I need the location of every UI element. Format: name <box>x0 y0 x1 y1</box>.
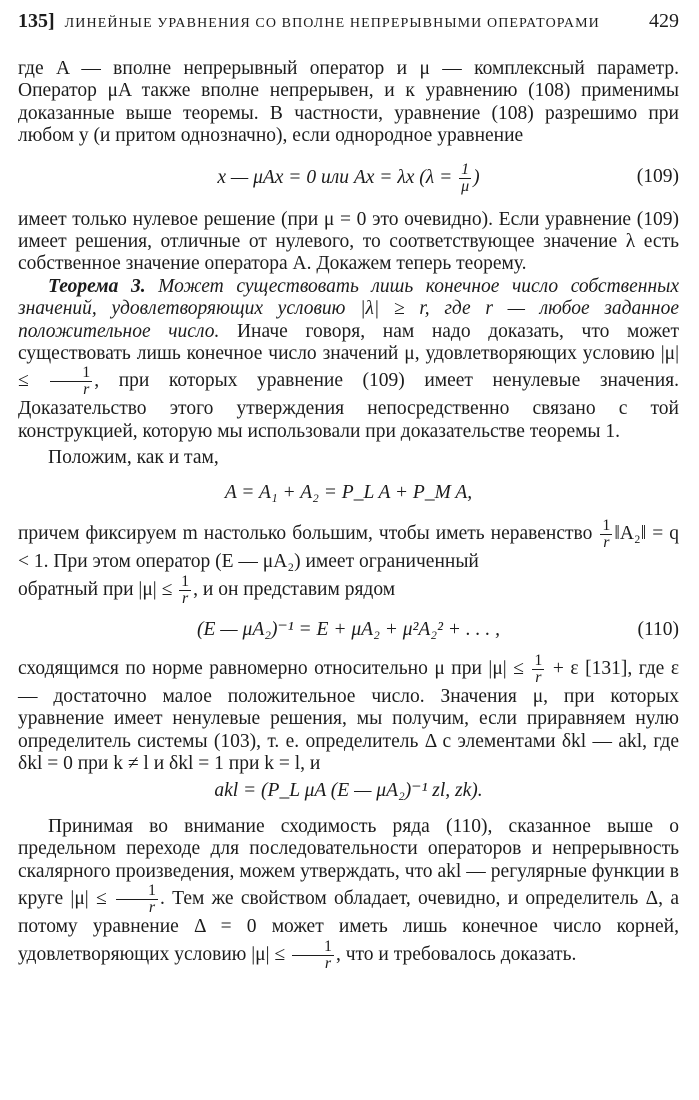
running-title: ЛИНЕЙНЫЕ УРАВНЕНИЯ СО ВПОЛНЕ НЕПРЕРЫВНЫМИ ОПЕРАТОРАМИ <box>64 16 600 31</box>
equation-109: x — μAx = 0 или Ax = λx (λ = $\frac{1}{\mu}$ ) (109) <box>217 160 679 195</box>
theorem-3: Теорема 3. Может существовать лишь конечное число собственных значений, удовлетворяющих условию |λ| ≥ r, где r — любое заданное положительное число. Иначе говоря, нам надо доказать, что может существовать лишь конечное число значений μ, удовлетворяющих условию |μ| ≤ $\frac{1}{r}$ , при которых уравнение (109) имеет ненулевые значения. Доказательство этого утверждения непосредственно связано с той конструкцией, которую мы использовали при доказательстве теоремы 1. <box>18 275 680 442</box>
running-header <box>18 10 679 36</box>
paragraph-fix-m: причем фиксируем m настолько большим, чтобы иметь неравенство $\frac{1}{r}$ ‖A₂‖ = q < 1. При этом оператор (E — μA₂) имеет ограниченный обратный при |μ| ≤ $\frac{1}{r}$ , и он представим рядом <box>18 517 680 607</box>
section-number: 135] <box>18 10 55 32</box>
equation-split: A = A₁ + A₂ = P_L A + P_M A, <box>224 481 473 503</box>
equation-109-body: x — μAx = 0 или Ax = λx (λ = <box>217 166 458 188</box>
paragraph-intro: где A — вполне непрерывный оператор и μ — комплексный параметр. Оператор μA также вполне непрерывен, и к уравнению (108) применимы доказанные выше теоремы. В частности, уравнение (108) разрешимо при любом y (и притом однозначно), если однородное уравнение <box>18 58 679 147</box>
paragraph-conclusion: Принимая во внимание сходимость ряда (110), сказанное выше о предельном переходе для последовательности операторов и непрерывность скалярного произведения, можем утверждать, что akl — регулярные функции в круге |μ| ≤ $\frac{1}{r}$ . Тем же свойством обладает, очевидно, и определитель Δ, а потому уравнение Δ = 0 может иметь лишь конечное число корней, удовлетворяющих условию |μ| ≤ $\frac{1}{r}$ , что и требовалось доказать. <box>18 815 679 972</box>
paragraph-eigen: имеет только нулевое решение (при μ = 0 это очевидно). Если уравнение (109) имеет решения, отличные от нулевого, то соответствующее значение λ есть собственное значение оператора A. Докажем теперь теорему. <box>18 208 679 275</box>
fraction: $\frac{1}{r}$ <box>292 939 334 972</box>
fraction: $\frac{1}{r}$ <box>116 883 158 916</box>
fraction: $\frac{1}{\mu}$ <box>461 160 470 195</box>
fraction: $\frac{1}{r}$ <box>602 517 611 552</box>
fraction: $\frac{1}{r}$ <box>181 572 190 607</box>
fraction: $\frac{1}{r}$ <box>50 365 92 398</box>
equation-number: (109) <box>636 165 679 187</box>
theorem-statement: Может существовать лишь конечное число собственных значений, удовлетворяющих условию |λ| ≥ r, где r — любое заданное положительное число. <box>18 275 680 342</box>
equation-110 <box>18 619 679 641</box>
theorem-title: Теорема 3. <box>48 275 146 297</box>
fraction: $\frac{1}{r}$ <box>534 651 543 686</box>
equation-number: (110) <box>637 618 679 640</box>
equation-akl: akl = (P_L μA (E — μA₂)⁻¹ zl, zk). <box>214 779 483 801</box>
paragraph-convergence: сходящимся по норме равномерно относительно μ при |μ| ≤ $\frac{1}{r}$ + ε [131], где ε — достаточно малое положительное число. Значения μ, при которых уравнение имеет ненулевые решения, мы получим, если приравняем нулю определитель системы (103), т. е. определитель Δ с элементами δkl — akl, где δkl = 0 при k ≠ l и δkl = 1 при k = l, и <box>18 651 680 775</box>
paragraph-let: Положим, как и там, <box>48 447 219 469</box>
equation-110-body: (E — μA₂)⁻¹ = E + μA₂ + μ²A₂² + . . . , <box>197 618 500 640</box>
page-number: 429 <box>649 10 679 32</box>
